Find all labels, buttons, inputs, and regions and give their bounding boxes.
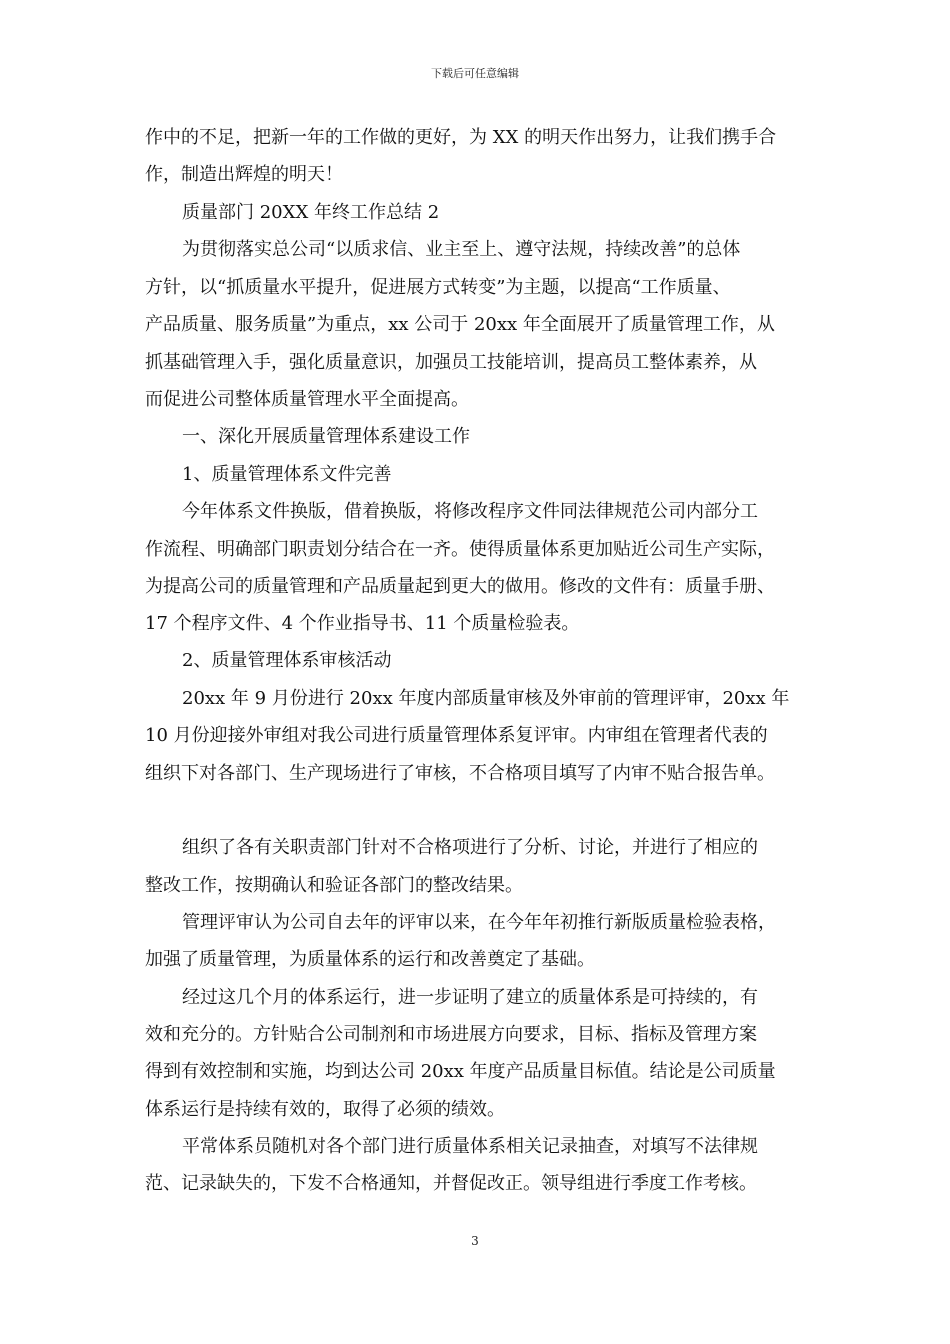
section-heading: 质量部门 20XX 年终工作总结 2 bbox=[182, 202, 440, 223]
paragraph-line: 加强了质量管理，为质量体系的运行和改善奠定了基础。 bbox=[145, 949, 595, 970]
paragraph-line: 而促进公司整体质量管理水平全面提高。 bbox=[145, 389, 469, 410]
paragraph-line: 得到有效控制和实施，均到达公司 20xx 年度产品质量目标值。结论是公司质量 bbox=[145, 1061, 776, 1082]
paragraph-line: 平常体系员随机对各个部门进行质量体系相关记录抽查，对填写不法律规 bbox=[182, 1136, 758, 1157]
paragraph-line: 为贯彻落实总公司“以质求信、业主至上、遵守法规，持续改善”的总体 bbox=[182, 239, 741, 260]
paragraph-line: 产品质量、服务质量”为重点，xx 公司于 20xx 年全面展开了质量管理工作，从 bbox=[145, 314, 775, 335]
paragraph-line: 20xx 年 9 月份进行 20xx 年度内部质量审核及外审前的管理评审，20xx 年 bbox=[182, 688, 790, 709]
paragraph-line: 作，制造出辉煌的明天！ bbox=[145, 164, 343, 185]
paragraph-line: 整改工作，按期确认和验证各部门的整改结果。 bbox=[145, 875, 523, 896]
section-heading: 一、深化开展质量管理体系建设工作 bbox=[182, 426, 470, 447]
paragraph-line: 方针，以“抓质量水平提升，促进展方式转变”为主题，以提高“工作质量、 bbox=[145, 277, 731, 298]
paragraph-line: 17 个程序文件、4 个作业指导书、11 个质量检验表。 bbox=[145, 613, 580, 634]
paragraph-line: 组织了各有关职责部门针对不合格项进行了分析、讨论，并进行了相应的 bbox=[182, 837, 758, 858]
paragraph-line: 体系运行是持续有效的，取得了必须的绩效。 bbox=[145, 1099, 505, 1120]
paragraph-line: 效和充分的。方针贴合公司制剂和市场进展方向要求，目标、指标及管理方案 bbox=[145, 1024, 757, 1045]
paragraph-line: 作中的不足，把新一年的工作做的更好，为 XX 的明天作出努力，让我们携手合 bbox=[145, 127, 777, 148]
page-header-note: 下载后可任意编辑 bbox=[431, 67, 519, 80]
paragraph-line: 作流程、明确部门职责划分结合在一齐。使得质量体系更加贴近公司生产实际， bbox=[145, 539, 775, 560]
paragraph-line: 经过这几个月的体系运行，进一步证明了建立的质量体系是可持续的，有 bbox=[182, 987, 758, 1008]
subsection-heading: 1、质量管理体系文件完善 bbox=[182, 464, 392, 485]
page-number: 3 bbox=[471, 1234, 479, 1248]
paragraph-line: 今年体系文件换版，借着换版，将修改程序文件同法律规范公司内部分工 bbox=[182, 501, 758, 522]
paragraph-line: 组织下对各部门、生产现场进行了审核，不合格项目填写了内审不贴合报告单。 bbox=[145, 763, 775, 784]
paragraph-line: 范、记录缺失的，下发不合格通知，并督促改正。领导组进行季度工作考核。 bbox=[145, 1173, 757, 1194]
paragraph-line: 10 月份迎接外审组对我公司进行质量管理体系复评审。内审组在管理者代表的 bbox=[145, 725, 768, 746]
paragraph-line: 抓基础管理入手，强化质量意识，加强员工技能培训，提高员工整体素养，从 bbox=[145, 352, 757, 373]
paragraph-line: 为提高公司的质量管理和产品质量起到更大的做用。修改的文件有：质量手册、 bbox=[145, 576, 775, 597]
subsection-heading: 2、质量管理体系审核活动 bbox=[182, 650, 392, 671]
paragraph-line: 管理评审认为公司自去年的评审以来，在今年年初推行新版质量检验表格， bbox=[182, 912, 776, 933]
